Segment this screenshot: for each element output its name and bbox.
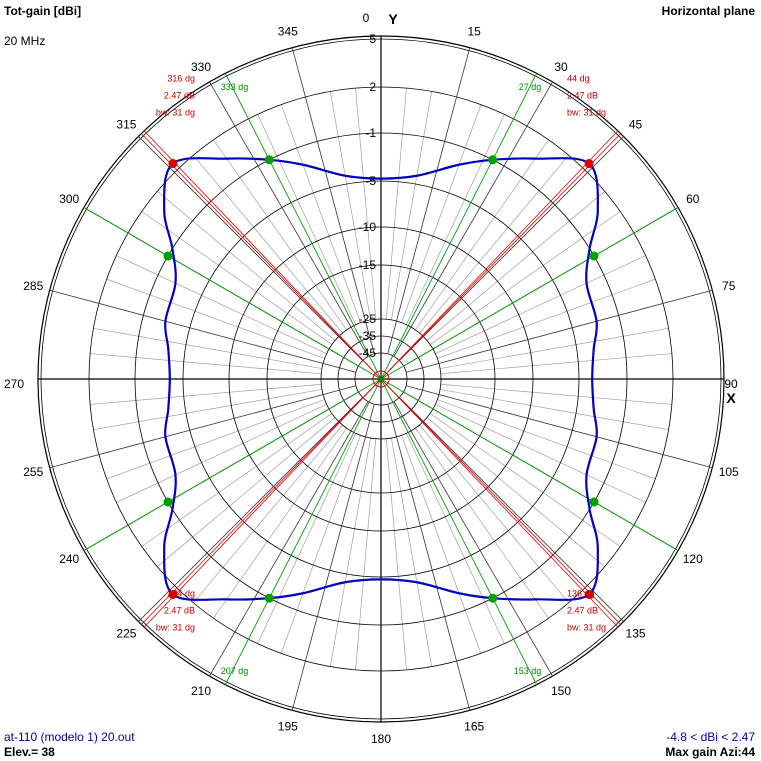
azimuth-tick-label: 90 <box>724 377 738 391</box>
half-power-point <box>488 155 497 164</box>
y-axis-label: Y <box>388 11 398 27</box>
azimuth-spoke <box>50 386 356 468</box>
azimuth-tick-label: 165 <box>464 719 485 734</box>
half-power-line <box>381 73 537 379</box>
half-power-label: 153 dg <box>513 665 542 676</box>
fine-spoke <box>437 279 655 358</box>
fine-spoke <box>157 191 335 340</box>
azimuth-tick-label: 30 <box>554 60 568 75</box>
fine-spoke <box>420 425 569 603</box>
azimuth-tick-label: 45 <box>628 117 643 132</box>
half-power-point <box>163 252 172 261</box>
azimuth-tick-label: 105 <box>718 465 739 480</box>
fine-spoke <box>386 88 406 319</box>
azimuth-tick-label: 300 <box>59 192 80 206</box>
azimuth-spoke <box>292 48 374 354</box>
fine-spoke <box>441 384 672 404</box>
max-gain-label: 2.47 dB <box>567 605 599 616</box>
max-azimuth-label: 224 dg <box>167 588 195 599</box>
fine-spoke <box>427 418 605 567</box>
radial-tick-label: -15 <box>358 258 376 272</box>
fine-spoke <box>415 428 548 618</box>
half-power-label: 27 dg <box>518 82 542 93</box>
half-power-line <box>84 208 381 380</box>
radial-tick-label: -25 <box>358 312 376 326</box>
fine-spoke <box>193 155 342 333</box>
fine-spoke <box>356 439 376 670</box>
half-power-line <box>225 379 381 685</box>
file-name: at-110 (modelo 1) 20.out <box>4 730 135 744</box>
azimuth-spoke <box>388 404 470 710</box>
max-azimuth-label: 136 dg <box>567 588 595 599</box>
azimuth-tick-label: 60 <box>686 192 700 206</box>
max-bandwidth-label: bw: 31 dg <box>155 622 195 633</box>
max-point <box>585 159 594 168</box>
fine-spoke <box>420 155 569 333</box>
fine-spoke <box>281 105 360 323</box>
fine-spoke <box>402 435 481 653</box>
max-marker-line <box>381 379 621 624</box>
azimuth-tick-label: 345 <box>277 24 298 39</box>
fine-spoke <box>386 439 406 670</box>
max-bandwidth-label: bw: 31 dg <box>567 107 607 118</box>
fine-spoke <box>437 400 655 479</box>
fine-spoke <box>93 389 321 429</box>
half-power-line <box>381 379 678 551</box>
fine-spoke <box>107 279 325 358</box>
fine-spoke <box>330 438 370 666</box>
radial-tick-label: -10 <box>358 220 376 234</box>
max-marker-line <box>381 134 621 379</box>
half-power-point <box>163 498 172 507</box>
half-power-point <box>590 498 599 507</box>
azimuth-spoke <box>394 82 553 357</box>
azimuth-spoke <box>406 290 712 372</box>
half-power-point <box>265 155 274 164</box>
azimuth-tick-label: 270 <box>3 377 25 391</box>
fine-spoke <box>441 354 672 374</box>
max-azimuth-label: 44 dg <box>567 73 590 84</box>
azimuth-tick-label: 75 <box>722 278 736 293</box>
fine-spoke <box>107 400 325 479</box>
half-power-label: 207 dg <box>220 665 249 676</box>
gain-range: -4.8 < dBi < 2.47 <box>666 730 755 744</box>
fine-spoke <box>281 435 360 653</box>
radial-tick-label: -5 <box>365 174 376 188</box>
elevation-label: Elev.= 38 <box>4 745 55 759</box>
azimuth-tick-label: 180 <box>370 732 392 746</box>
radial-tick-label: -45 <box>358 346 376 360</box>
max-marker-line <box>144 131 381 379</box>
max-marker-line <box>141 134 381 379</box>
max-azimuth-label: 316 dg <box>167 73 195 84</box>
radial-tick-label: 5 <box>369 32 376 46</box>
max-bandwidth-label: bw: 31 dg <box>567 622 607 633</box>
fine-spoke <box>93 328 321 368</box>
azimuth-tick-label: 135 <box>625 626 646 641</box>
azimuth-spoke <box>50 290 356 372</box>
max-gain-label: Max gain Azi:44 <box>665 745 755 759</box>
azimuth-tick-label: 330 <box>190 60 212 75</box>
azimuth-tick-label: 120 <box>682 552 703 566</box>
max-point <box>168 159 177 168</box>
max-gain-label: 2.47 dB <box>163 90 195 101</box>
max-gain-label: 2.47 dB <box>163 605 195 616</box>
azimuth-tick-label: 225 <box>116 626 137 641</box>
azimuth-tick-label: 240 <box>59 552 80 566</box>
half-power-point <box>488 594 497 603</box>
azimuth-spoke <box>406 386 712 468</box>
max-marker-line <box>141 379 381 624</box>
fine-spoke <box>391 91 431 319</box>
half-power-point <box>590 252 599 261</box>
azimuth-tick-label: 285 <box>23 278 44 293</box>
fine-spoke <box>90 354 321 374</box>
fine-spoke <box>356 88 376 319</box>
azimuth-spoke <box>210 402 369 677</box>
max-bandwidth-label: bw: 31 dg <box>155 107 195 118</box>
x-axis-label: X <box>726 390 736 406</box>
max-marker-line <box>381 131 618 379</box>
azimuth-tick-label: 150 <box>550 683 572 698</box>
frequency-label: 20 MHz <box>4 34 46 48</box>
azimuth-spoke <box>210 82 369 357</box>
azimuth-tick-label: 315 <box>116 117 137 132</box>
radial-tick-label: -35 <box>358 329 376 343</box>
half-power-line <box>381 379 537 685</box>
fine-spoke <box>440 328 668 368</box>
fine-spoke <box>415 140 548 330</box>
azimuth-spoke <box>394 402 553 677</box>
fine-spoke <box>193 425 342 603</box>
half-power-line <box>84 379 381 551</box>
azimuth-tick-label: 255 <box>23 465 44 480</box>
azimuth-spoke <box>388 48 470 354</box>
max-gain-label: 2.47 dB <box>567 90 599 101</box>
azimuth-tick-label: 15 <box>467 24 481 39</box>
azimuth-tick-label: 0 <box>362 11 370 25</box>
fine-spoke <box>157 418 335 567</box>
azimuth-spoke <box>292 404 374 710</box>
azimuth-tick-label: 210 <box>190 683 212 698</box>
fine-spoke <box>90 384 321 404</box>
radial-tick-label: -1 <box>365 126 376 140</box>
chart-title: Tot-gain [dBi] <box>4 4 82 18</box>
half-power-point <box>265 594 274 603</box>
half-power-line <box>381 208 678 380</box>
fine-spoke <box>214 140 347 330</box>
half-power-label: 333 dg <box>220 82 249 93</box>
plane-title: Horizontal plane <box>661 4 755 18</box>
half-power-line <box>225 73 381 379</box>
fine-spoke <box>440 389 668 429</box>
radial-tick-label: 2 <box>369 80 376 94</box>
fine-spoke <box>214 428 347 618</box>
fine-spoke <box>391 438 431 666</box>
fine-spoke <box>402 105 481 323</box>
fine-spoke <box>427 191 605 340</box>
azimuth-tick-label: 195 <box>277 719 298 734</box>
